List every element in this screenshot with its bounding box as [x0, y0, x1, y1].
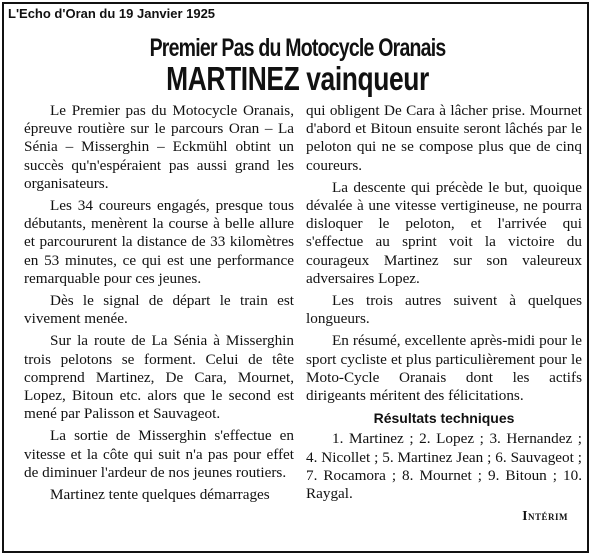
paragraph: Le Premier pas du Motocycle Oranais, épreuve routière sur le parcours Oran – La Sénia – Misserghin – Eckmühl obtint un succès qu'n'espéraient pas aussi grand les organisateurs. [24, 102, 294, 192]
results-title: Résultats techniques [373, 410, 515, 427]
signature: Intérim [522, 508, 568, 524]
paragraph: Sur la route de La Sénia à Misserghin trois pelotons se forment. Celui de tête comprend Martinez, De Cara, Mournet, Lopez, Bitoun etc. alors que le second est mené par Palisson et Sauvageot. [24, 332, 294, 423]
paragraph: Les trois autres suivent à quelques longueurs. [306, 292, 582, 328]
headline-title: MARTINEZ vainqueur [166, 60, 429, 97]
paragraph: Martinez tente quelques démarrages [50, 486, 270, 504]
source-line: L'Echo d'Oran du 19 Janvier 1925 [8, 6, 216, 21]
article-column-right [306, 102, 582, 525]
paragraph: En résumé, excellente après-midi pour le sport cycliste et plus particulièrement pour le Moto-Cycle Oranais dont les actifs dirigeants méritent des félicitations. [306, 332, 582, 405]
article-column-left [24, 102, 294, 508]
paragraph: Dès le signal de départ le train est vivement menée. [24, 292, 294, 328]
paragraph: La sortie de Misserghin s'effectue en vitesse et la côte qui suit n'a pas pour effet de diminuer l'ardeur de nos jeunes routiers. [24, 427, 294, 481]
paragraph: La descente qui précède le but, quoique dévalée à une vitesse vertigineuse, ne pourra disloquer le peloton, et l'arrivée qui s'effectue au sprint voit la victoire du courageux Martinez sur son valeureux adversaires Lopez. [306, 178, 582, 287]
results-list: 1. Martinez ; 2. Lopez ; 3. Hernandez ; 4. Nicollet ; 5. Martinez Jean ; 6. Sauvageot ; 7. Rocamora ; 8. Mournet ; 9. Bitoun ; 10. Raygal. [306, 430, 582, 503]
headline-subtitle: Premier Pas du Motocycle Oranais [149, 34, 446, 62]
paragraph: Les 34 coureurs engagés, presque tous débutants, menèrent la course à belle allure et parcoururent la distance de 33 kilomètres en 53 minutes, ce qui est une performance remarquable pour ces jeunes. [24, 197, 294, 287]
paragraph-continuation: qui obligent De Cara à lâcher prise. Mournet d'abord et Bitoun ensuite seront lâchés par le peloton qui ne se compose plus que de cinq coureurs. [306, 102, 582, 174]
